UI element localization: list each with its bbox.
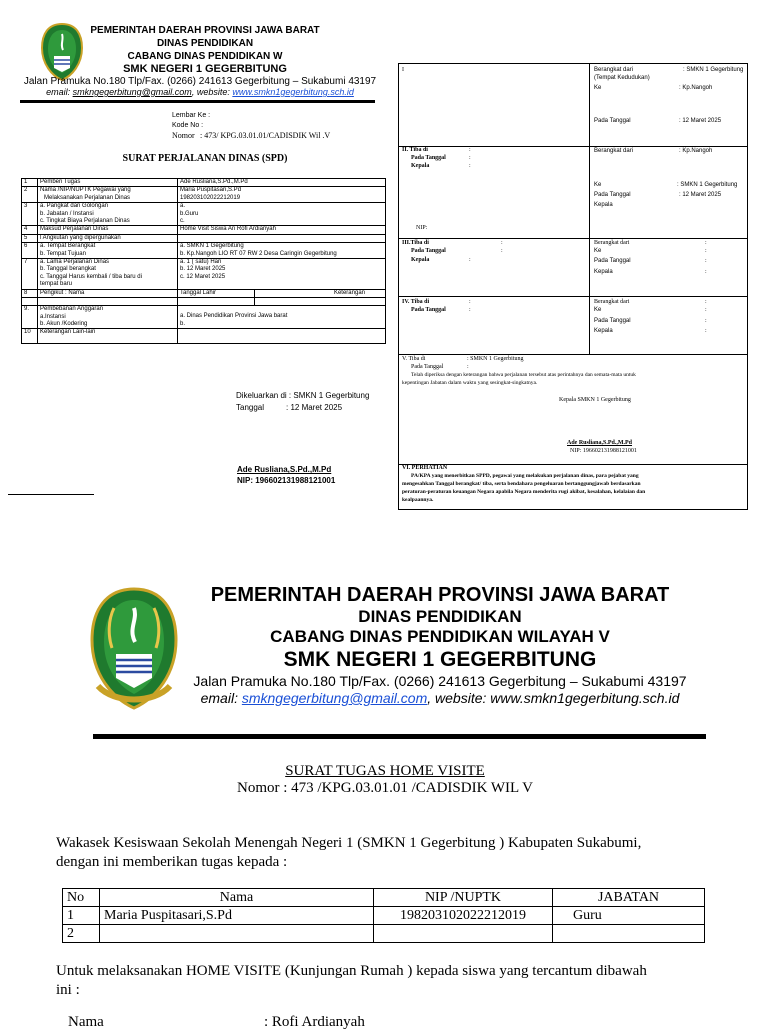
kepala-nip: NIP: 196602131988121001	[570, 448, 637, 454]
field-colon: :	[469, 147, 471, 153]
section-number: I	[402, 67, 404, 73]
field-value: a. 1 ( satu) Hari b. 12 Maret 2025 c. 12 Maret 2025	[178, 259, 386, 290]
field-label: Kepala	[594, 202, 613, 208]
student-name-label: Nama	[68, 1014, 104, 1030]
cell-nama	[100, 925, 374, 943]
statement-text: kepentingan Jabatan dalam waktu yang sesingkat-singkatnya.	[402, 380, 538, 386]
field-label: l Angkutan yang dipergunakan	[38, 234, 178, 242]
letter-intro-line1: Wakasek Kesiswaan Sekolah Menengah Negeri 1 (SMKN 1 Gegerbitung ) Kabupaten Sukabumi,	[56, 835, 642, 851]
field-value: a. Dinas Pendidikan Provinsi Jawa barat b.	[178, 306, 386, 329]
letter-purpose-line2: ini :	[56, 982, 80, 998]
spd-title: SURAT PERJALANAN DINAS (SPD)	[122, 153, 288, 164]
row-number: 10	[22, 329, 38, 344]
field-value: : 12 Maret 2025	[679, 118, 722, 124]
field-value: : 12 Maret 2025	[679, 192, 722, 198]
field-colon: :	[469, 257, 471, 263]
field-value: a. b.Guru c.	[178, 203, 386, 226]
field-colon: :	[705, 269, 707, 275]
field-value: Ade Rusliana,S.Pd.,M.Pd	[178, 179, 386, 187]
field-label: Kepala	[411, 257, 430, 263]
spd-signer-nip: NIP: 196602131988121001	[237, 476, 336, 485]
field-label: III.Tiba di	[402, 240, 429, 246]
student-name-value: : Rofi Ardianyah	[264, 1014, 365, 1030]
nip-label: NIP:	[416, 225, 428, 231]
field-label: a. Lama Perjalanan Dinas b. Tanggal berangkat c. Tanggal Harus kembali / tiba baru di tempat baru	[38, 259, 178, 290]
field-label: (Tempat Kedudukan)	[594, 75, 650, 81]
field-label: IV. Tiba di	[402, 299, 430, 305]
spd-kode-label: Kode No :	[172, 122, 204, 129]
table-row	[22, 259, 386, 290]
field-value: Home Visit Siswa An Rofi Ardianyah	[178, 226, 386, 234]
cell-jabatan	[553, 925, 705, 943]
field-colon: :	[705, 248, 707, 254]
row-number: 8	[22, 289, 38, 297]
table-header-row	[63, 889, 705, 907]
spd-form-table	[21, 178, 386, 344]
field-value: : SMKN 1 Gegerbitung	[683, 67, 744, 73]
table-row	[22, 243, 386, 259]
field-label: Tanggal Lahir	[178, 289, 255, 297]
field-colon: :	[467, 364, 469, 370]
statement-text: Telah diperiksa dengan keterangan bahwa perjalanan tersebut atas perintahnya dan semata-mata untuk	[411, 372, 636, 378]
spd-website-link[interactable]: www.smkn1gegerbitung.sch.id	[232, 87, 354, 97]
perhatian-text: peraturan-peraturan keuangan Negara apabila Negara menderita rugi akibat, kesalahan, kelalaian dan	[402, 489, 646, 495]
field-label: Ke	[594, 307, 602, 313]
letter-title: SURAT TUGAS HOME VISITE	[285, 763, 485, 779]
field-label: Pada Tanggal	[411, 248, 446, 254]
field-value: : SMKN 1 Gegerbitung	[467, 356, 524, 362]
field-label: Pada Tanggal	[411, 364, 444, 370]
spd-lembar-label: Lembar Ke :	[172, 112, 211, 119]
perhatian-text: PA/KPA yang menerbitkan SPPD, pegawai yang melakukan perjalanan dinas, para pejabat yang	[411, 473, 639, 479]
cell-nama: Maria Puspitasari,S.Pd	[100, 907, 374, 925]
field-value: a. SMKN 1 Gegerbitung b. Kp.Nangoh LIO RT 07 RW 2 Desa Caringin Gegerbitung	[178, 243, 386, 259]
letter-email-link[interactable]: smkngegerbitung@gmail.com	[241, 690, 428, 706]
row-number: 6	[22, 243, 38, 259]
spd-email-label: email:	[46, 87, 73, 97]
field-label: a. Tempat Berangkat b. Tempat Tujuan	[38, 243, 178, 259]
field-label: Berangkat dari	[594, 299, 630, 305]
row-number: 3	[22, 203, 38, 226]
field-colon: :	[469, 155, 471, 161]
field-label: Pemberi Tugas	[38, 179, 178, 187]
field-label: Pada Tanggal	[594, 118, 631, 124]
field-label: Pada Tanggal	[594, 318, 631, 324]
field-label: Keterangan	[255, 289, 386, 297]
field-colon: :	[705, 307, 707, 313]
letter-header-address: Jalan Pramuka No.180 Tlp/Fax. (0266) 241613 Gegerbitung – Sukabumi 43197	[193, 673, 687, 689]
letter-email-label: email:	[200, 690, 242, 706]
field-value: : Kp.Nangoh	[679, 85, 713, 91]
cell-nip	[374, 925, 553, 943]
field-label: Nama /NIP/NUPTK Pegawai yang Melaksanakan Perjalanan Dinas	[38, 187, 178, 203]
table-row	[63, 925, 705, 943]
field-colon: :	[705, 258, 707, 264]
assignee-table	[62, 888, 705, 943]
field-colon: :	[469, 299, 471, 305]
row-number: 7	[22, 259, 38, 290]
field-colon: :	[501, 248, 503, 254]
table-row	[22, 179, 386, 187]
field-label: Pembebanan Anggaran a.Instansi b. Akun /Kodering	[38, 306, 178, 329]
column-header-no: No	[63, 889, 100, 907]
column-header-nama: Nama	[100, 889, 374, 907]
field-label: Pada Tanggal	[594, 192, 631, 198]
table-row	[22, 203, 386, 226]
spd-nomor-label: Nomor	[172, 131, 195, 140]
spd-signer-name: Ade Rusliana,S.Pd.,M.Pd	[237, 465, 332, 474]
field-label: Ke	[594, 85, 602, 91]
spd-header-address: Jalan Pramuka No.180 Tlp/Fax. (0266) 241613 Gegerbitung – Sukabumi 43197	[23, 76, 377, 87]
row-number: 9.	[22, 306, 38, 329]
table-row	[22, 226, 386, 234]
field-label: II. Tiba di	[402, 147, 428, 153]
spd-website-label: , website:	[191, 87, 233, 97]
letter-website-text: , website: www.smkn1gegerbitung.sch.id	[427, 690, 680, 706]
table-row	[22, 187, 386, 203]
table-row	[22, 234, 386, 242]
letter-header-line3: CABANG DINAS PENDIDIKAN WILAYAH V	[270, 627, 610, 646]
spd-header-line1: PEMERINTAH DAERAH PROVINSI JAWA BARAT	[90, 25, 320, 36]
field-label: Pada Tanggal	[411, 307, 446, 313]
field-value: : SMKN 1 Gegerbitung	[677, 182, 738, 188]
field-colon: :	[469, 307, 471, 313]
field-label: Keterangan Lain-lain	[38, 329, 178, 344]
table-row	[63, 907, 705, 925]
field-colon: :	[705, 299, 707, 305]
field-label: Ke	[594, 182, 602, 188]
field-colon: :	[705, 328, 707, 334]
perhatian-title: VI. PERHATIAN	[402, 465, 448, 471]
spd-header-line2: DINAS PENDIDIKAN	[156, 38, 254, 49]
field-value: : Kp.Nangoh	[679, 148, 713, 154]
field-label: Kepala	[594, 269, 613, 275]
table-row	[22, 298, 386, 306]
letter-nomor: Nomor : 473 /KPG.03.01.01 /CADISDIK WIL V	[237, 780, 533, 796]
letter-purpose-line1: Untuk melaksanakan HOME VISITE (Kunjungan Rumah ) kepada siswa yang tercantum dibawah	[56, 963, 647, 979]
table-row	[22, 329, 386, 344]
field-colon: :	[705, 318, 707, 324]
field-label: a. Pangkat dan Golongan b. Jabatan / Instansi c. Tingkat Biaya Perjalanan Dinas	[38, 203, 178, 226]
spd-email-link[interactable]: smkngegerbitung@gmail.com	[72, 87, 192, 97]
cell-no: 1	[63, 907, 100, 925]
table-row	[22, 306, 386, 329]
field-label: Pada Tanggal	[594, 258, 631, 264]
field-value	[178, 234, 386, 242]
cell-nip: 198203102022212019	[374, 907, 553, 925]
table-row	[22, 289, 386, 297]
cell-jabatan: Guru	[553, 907, 705, 925]
field-label: Maksud Perjalanan Dinas	[38, 226, 178, 234]
row-number: 2	[22, 187, 38, 203]
field-label: Ke	[594, 248, 602, 254]
spd-tanggal-label: Tanggal	[236, 403, 265, 412]
column-header-nip: NIP /NUPTK	[374, 889, 553, 907]
spd-header-line4: SMK NEGERI 1 GEGERBITUNG	[123, 63, 287, 75]
letter-header-line1: PEMERINTAH DAERAH PROVINSI JAWA BARAT	[210, 584, 670, 606]
field-colon: :	[705, 240, 707, 246]
kepala-title: Kepala SMKN 1 Gegerbitung	[559, 397, 631, 403]
spd-tanggal-value: : 12 Maret 2025	[286, 403, 343, 412]
field-colon: :	[469, 163, 471, 169]
field-label: Pada Tanggal	[411, 155, 446, 161]
field-value: Maria Puspitasari,S.Pd 198203102022212019	[178, 187, 386, 203]
field-colon: :	[501, 240, 503, 246]
spd-header-rule	[20, 100, 375, 103]
field-label: Kepala	[594, 328, 613, 334]
field-label: Berangkat dari	[594, 67, 634, 73]
field-label: V. Tiba di	[402, 356, 426, 362]
spd-header-line3: CABANG DINAS PENDIDIKAN W	[127, 51, 283, 62]
kepala-name: Ade Rusliana,S.Pd.,M.Pd	[567, 440, 633, 446]
letter-header-rule	[93, 734, 706, 739]
row-number: 1	[22, 179, 38, 187]
field-label: Kepala	[411, 163, 430, 169]
letter-header-line4: SMK NEGERI 1 GEGERBITUNG	[283, 648, 597, 671]
field-label: Pengikut : Nama	[38, 289, 178, 297]
perhatian-text: mengesahkan Tanggal berangkat/ tiba, serta bendahara pengeluaran bertanggungjawab berdasarkan	[402, 481, 641, 487]
row-number: 5	[22, 234, 38, 242]
letter-school-logo	[88, 586, 180, 712]
row-number: 4	[22, 226, 38, 234]
letter-header-line2: DINAS PENDIDIKAN	[358, 607, 522, 626]
perhatian-text: kealpaannya.	[402, 497, 434, 503]
spd-nomor-value: : 473/ KPG.03.01.01/CADISDIK Wil .V	[200, 131, 331, 140]
cell-no: 2	[63, 925, 100, 943]
spd-back-page	[398, 63, 748, 510]
field-label: Berangkat dari	[594, 148, 634, 154]
letter-intro-line2: dengan ini memberikan tugas kepada :	[56, 854, 288, 870]
column-header-jabatan: JABATAN	[553, 889, 705, 907]
spd-dikeluarkan: Dikeluarkan di : SMKN 1 Gegerbitung	[236, 391, 370, 400]
signature-line	[8, 494, 94, 495]
field-label: Berangkat dari	[594, 240, 630, 246]
